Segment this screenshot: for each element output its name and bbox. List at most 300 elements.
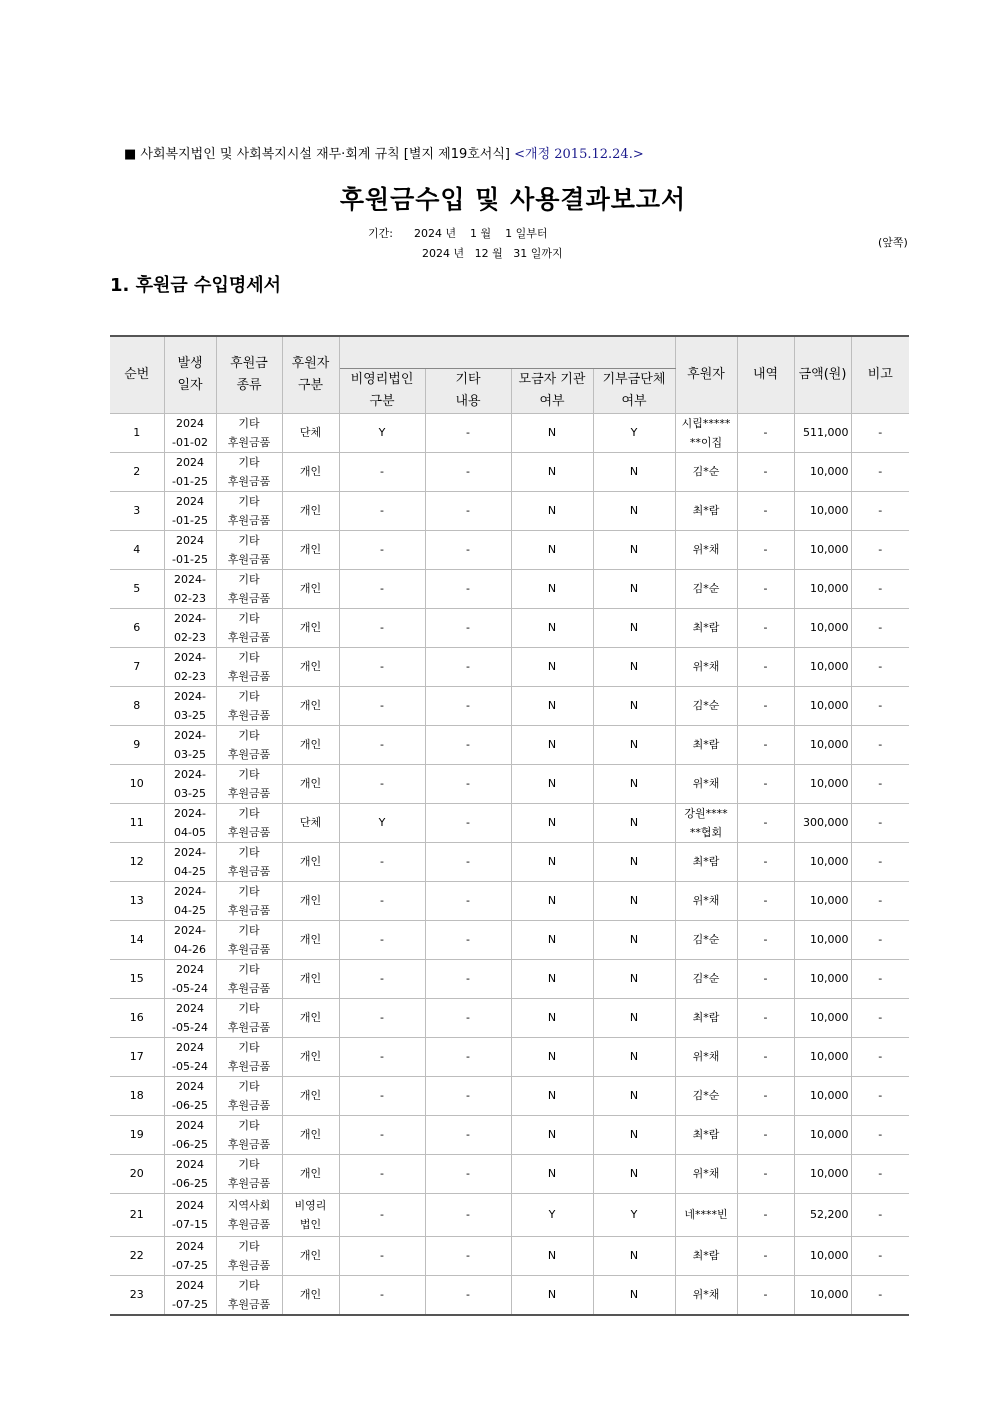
cell-amount: 10,000 [794, 1154, 851, 1193]
cell-other: - [425, 1193, 511, 1236]
cell-fundraiser: N [511, 569, 593, 608]
cell-nonprofit: - [339, 1037, 425, 1076]
cell-donor-class: 개인 [282, 530, 339, 569]
cell-amount: 10,000 [794, 686, 851, 725]
cell-donor: 네****빈 [675, 1193, 737, 1236]
cell-seq: 18 [110, 1076, 164, 1115]
cell-date: 2024 -01-02 [164, 413, 216, 452]
table-row [110, 725, 909, 764]
cell-donor-class: 개인 [282, 1037, 339, 1076]
table-header [110, 336, 909, 413]
cell-group: Y [593, 1193, 675, 1236]
col-seq: 순번 [110, 336, 164, 413]
cell-seq: 11 [110, 803, 164, 842]
cell-group: N [593, 530, 675, 569]
cell-other: - [425, 920, 511, 959]
cell-remark: - [851, 1154, 909, 1193]
cell-donor: 최*람 [675, 842, 737, 881]
cell-type: 기타 후원금품 [216, 530, 282, 569]
cell-detail: - [737, 686, 794, 725]
cell-seq: 4 [110, 530, 164, 569]
cell-nonprofit: - [339, 842, 425, 881]
cell-type: 기타 후원금품 [216, 1236, 282, 1275]
cell-fundraiser: N [511, 725, 593, 764]
cell-date: 2024 -06-25 [164, 1154, 216, 1193]
cell-nonprofit: - [339, 452, 425, 491]
cell-donor-class: 개인 [282, 452, 339, 491]
cell-other: - [425, 1236, 511, 1275]
cell-remark: - [851, 725, 909, 764]
cell-group: N [593, 452, 675, 491]
cell-date: 2024 -01-25 [164, 530, 216, 569]
cell-seq: 16 [110, 998, 164, 1037]
cell-type: 기타 후원금품 [216, 803, 282, 842]
cell-type: 기타 후원금품 [216, 1275, 282, 1315]
cell-fundraiser: N [511, 686, 593, 725]
cell-nonprofit: - [339, 491, 425, 530]
cell-amount: 10,000 [794, 1037, 851, 1076]
cell-date: 2024- 03-25 [164, 764, 216, 803]
cell-seq: 12 [110, 842, 164, 881]
cell-amount: 10,000 [794, 1236, 851, 1275]
cell-remark: - [851, 530, 909, 569]
table-row [110, 1154, 909, 1193]
cell-type: 지역사회 후원금품 [216, 1193, 282, 1236]
cell-donor-class: 개인 [282, 491, 339, 530]
col-remark: 비고 [851, 336, 909, 413]
cell-type: 기타 후원금품 [216, 725, 282, 764]
cell-detail: - [737, 998, 794, 1037]
col-nonprofit: 비영리법인 구분 [339, 368, 425, 413]
cell-remark: - [851, 1275, 909, 1315]
cell-amount: 10,000 [794, 725, 851, 764]
cell-donor: 위*채 [675, 1037, 737, 1076]
cell-amount: 10,000 [794, 491, 851, 530]
cell-amount: 10,000 [794, 881, 851, 920]
cell-date: 2024 -06-25 [164, 1115, 216, 1154]
cell-remark: - [851, 920, 909, 959]
cell-nonprofit: - [339, 1193, 425, 1236]
cell-seq: 9 [110, 725, 164, 764]
revision-note: <개정 2015.12.24.> [514, 147, 644, 162]
cell-detail: - [737, 608, 794, 647]
cell-remark: - [851, 998, 909, 1037]
cell-date: 2024- 04-05 [164, 803, 216, 842]
cell-donor: 강원**** **협회 [675, 803, 737, 842]
cell-group: N [593, 686, 675, 725]
cell-fundraiser: N [511, 959, 593, 998]
cell-donor: 위*채 [675, 881, 737, 920]
cell-seq: 7 [110, 647, 164, 686]
cell-other: - [425, 413, 511, 452]
table-row [110, 491, 909, 530]
cell-amount: 10,000 [794, 998, 851, 1037]
cell-other: - [425, 1037, 511, 1076]
cell-other: - [425, 530, 511, 569]
cell-remark: - [851, 1076, 909, 1115]
cell-fundraiser: N [511, 803, 593, 842]
table-row [110, 608, 909, 647]
cell-nonprofit: - [339, 1154, 425, 1193]
col-date: 발생 일자 [164, 336, 216, 413]
cell-remark: - [851, 647, 909, 686]
cell-seq: 10 [110, 764, 164, 803]
cell-seq: 1 [110, 413, 164, 452]
cell-remark: - [851, 608, 909, 647]
cell-seq: 14 [110, 920, 164, 959]
cell-type: 기타 후원금품 [216, 881, 282, 920]
cell-type: 기타 후원금품 [216, 491, 282, 530]
cell-nonprofit: - [339, 1115, 425, 1154]
cell-donor-class: 개인 [282, 1275, 339, 1315]
cell-group: N [593, 764, 675, 803]
cell-amount: 10,000 [794, 1115, 851, 1154]
cell-fundraiser: N [511, 1037, 593, 1076]
cell-donor-class: 개인 [282, 1154, 339, 1193]
cell-donor-class: 개인 [282, 764, 339, 803]
cell-nonprofit: Y [339, 803, 425, 842]
cell-group: N [593, 998, 675, 1037]
cell-fundraiser: N [511, 1115, 593, 1154]
cell-detail: - [737, 1275, 794, 1315]
cell-date: 2024 -07-25 [164, 1275, 216, 1315]
cell-other: - [425, 569, 511, 608]
cell-seq: 15 [110, 959, 164, 998]
form-reference [124, 143, 644, 162]
cell-fundraiser: N [511, 1154, 593, 1193]
cell-other: - [425, 686, 511, 725]
cell-other: - [425, 881, 511, 920]
cell-donor: 김*순 [675, 569, 737, 608]
cell-amount: 10,000 [794, 920, 851, 959]
cell-group: N [593, 725, 675, 764]
cell-amount: 10,000 [794, 647, 851, 686]
cell-nonprofit: - [339, 647, 425, 686]
cell-type: 기타 후원금품 [216, 842, 282, 881]
cell-seq: 5 [110, 569, 164, 608]
cell-other: - [425, 1115, 511, 1154]
cell-group: N [593, 1154, 675, 1193]
cell-donor-class: 개인 [282, 608, 339, 647]
cell-donor-class: 개인 [282, 881, 339, 920]
cell-detail: - [737, 530, 794, 569]
cell-type: 기타 후원금품 [216, 647, 282, 686]
cell-detail: - [737, 725, 794, 764]
cell-type: 기타 후원금품 [216, 1154, 282, 1193]
cell-amount: 10,000 [794, 452, 851, 491]
cell-detail: - [737, 1154, 794, 1193]
cell-group: N [593, 647, 675, 686]
cell-group: N [593, 1236, 675, 1275]
page-side-note: (앞쪽) [878, 236, 908, 249]
cell-date: 2024- 03-25 [164, 686, 216, 725]
table-row [110, 764, 909, 803]
cell-nonprofit: - [339, 920, 425, 959]
cell-other: - [425, 725, 511, 764]
cell-fundraiser: N [511, 647, 593, 686]
cell-group: N [593, 1037, 675, 1076]
period-to: 2024 년 12 월 31 일까지 [422, 247, 563, 260]
cell-donor-class: 비영리 법인 [282, 1193, 339, 1236]
cell-donor: 최*람 [675, 998, 737, 1037]
cell-date: 2024 -05-24 [164, 998, 216, 1037]
cell-detail: - [737, 1115, 794, 1154]
cell-donor: 위*채 [675, 1154, 737, 1193]
table-row [110, 452, 909, 491]
cell-fundraiser: N [511, 452, 593, 491]
cell-remark: - [851, 1193, 909, 1236]
table-body [110, 413, 909, 1315]
cell-seq: 8 [110, 686, 164, 725]
cell-group: N [593, 608, 675, 647]
cell-nonprofit: - [339, 998, 425, 1037]
col-other: 기타 내용 [425, 368, 511, 413]
table-row [110, 920, 909, 959]
cell-seq: 23 [110, 1275, 164, 1315]
table-row [110, 998, 909, 1037]
table-row [110, 647, 909, 686]
cell-detail: - [737, 1037, 794, 1076]
cell-other: - [425, 803, 511, 842]
col-group-spacer [339, 336, 675, 368]
cell-group: N [593, 881, 675, 920]
cell-amount: 10,000 [794, 959, 851, 998]
cell-other: - [425, 1275, 511, 1315]
reporting-period [368, 224, 563, 264]
cell-type: 기타 후원금품 [216, 1115, 282, 1154]
cell-donor-class: 개인 [282, 647, 339, 686]
cell-amount: 10,000 [794, 608, 851, 647]
cell-donor: 최*람 [675, 491, 737, 530]
cell-other: - [425, 452, 511, 491]
cell-remark: - [851, 452, 909, 491]
col-detail: 내역 [737, 336, 794, 413]
cell-seq: 6 [110, 608, 164, 647]
cell-group: N [593, 842, 675, 881]
cell-fundraiser: N [511, 608, 593, 647]
col-amount: 금액(원) [794, 336, 851, 413]
table-row [110, 1275, 909, 1315]
cell-donor-class: 개인 [282, 1236, 339, 1275]
cell-seq: 3 [110, 491, 164, 530]
cell-remark: - [851, 764, 909, 803]
cell-detail: - [737, 1193, 794, 1236]
table-row [110, 1076, 909, 1115]
cell-type: 기타 후원금품 [216, 959, 282, 998]
cell-donor: 위*채 [675, 647, 737, 686]
cell-donor-class: 개인 [282, 842, 339, 881]
cell-detail: - [737, 881, 794, 920]
cell-date: 2024 -06-25 [164, 1076, 216, 1115]
cell-donor-class: 개인 [282, 725, 339, 764]
section-title: 1. 후원금 수입명세서 [110, 275, 281, 296]
cell-type: 기타 후원금품 [216, 998, 282, 1037]
cell-detail: - [737, 647, 794, 686]
cell-donor: 김*순 [675, 452, 737, 491]
cell-fundraiser: N [511, 491, 593, 530]
table-row [110, 803, 909, 842]
cell-fundraiser: N [511, 842, 593, 881]
cell-fundraiser: N [511, 998, 593, 1037]
cell-detail: - [737, 803, 794, 842]
col-donor-class: 후원자 구분 [282, 336, 339, 413]
cell-other: - [425, 764, 511, 803]
cell-detail: - [737, 491, 794, 530]
form-label: ■ 사회복지법인 및 사회복지시설 재무·회계 규칙 [별지 제19호서식] [124, 147, 510, 162]
cell-remark: - [851, 1037, 909, 1076]
cell-nonprofit: - [339, 725, 425, 764]
cell-seq: 20 [110, 1154, 164, 1193]
cell-nonprofit: - [339, 608, 425, 647]
cell-fundraiser: N [511, 920, 593, 959]
cell-nonprofit: - [339, 530, 425, 569]
cell-nonprofit: - [339, 881, 425, 920]
cell-other: - [425, 491, 511, 530]
cell-donor-class: 개인 [282, 686, 339, 725]
cell-nonprofit: - [339, 1076, 425, 1115]
cell-date: 2024 -07-15 [164, 1193, 216, 1236]
cell-donor: 최*람 [675, 1236, 737, 1275]
table-row [110, 1115, 909, 1154]
cell-seq: 17 [110, 1037, 164, 1076]
cell-other: - [425, 1076, 511, 1115]
cell-type: 기타 후원금품 [216, 569, 282, 608]
cell-amount: 10,000 [794, 1275, 851, 1315]
table-row [110, 881, 909, 920]
cell-group: N [593, 959, 675, 998]
cell-amount: 10,000 [794, 842, 851, 881]
cell-donor: 김*순 [675, 920, 737, 959]
cell-nonprofit: - [339, 686, 425, 725]
cell-remark: - [851, 842, 909, 881]
cell-donor: 최*람 [675, 1115, 737, 1154]
cell-remark: - [851, 686, 909, 725]
cell-donor: 김*순 [675, 959, 737, 998]
cell-donor-class: 개인 [282, 1076, 339, 1115]
cell-donor-class: 개인 [282, 959, 339, 998]
cell-remark: - [851, 803, 909, 842]
cell-nonprofit: - [339, 1236, 425, 1275]
col-donor: 후원자 [675, 336, 737, 413]
cell-date: 2024- 02-23 [164, 608, 216, 647]
cell-type: 기타 후원금품 [216, 413, 282, 452]
col-type: 후원금 종류 [216, 336, 282, 413]
table-row [110, 1236, 909, 1275]
cell-date: 2024- 04-26 [164, 920, 216, 959]
period-from: 2024 년 1 월 1 일부터 [413, 227, 548, 240]
cell-seq: 13 [110, 881, 164, 920]
cell-detail: - [737, 1076, 794, 1115]
cell-seq: 22 [110, 1236, 164, 1275]
cell-other: - [425, 959, 511, 998]
cell-nonprofit: Y [339, 413, 425, 452]
cell-nonprofit: - [339, 569, 425, 608]
cell-type: 기타 후원금품 [216, 608, 282, 647]
cell-type: 기타 후원금품 [216, 686, 282, 725]
cell-date: 2024 -05-24 [164, 959, 216, 998]
cell-remark: - [851, 1236, 909, 1275]
cell-donor-class: 단체 [282, 413, 339, 452]
cell-donor: 최*람 [675, 608, 737, 647]
period-label: 기간: [368, 227, 393, 240]
cell-remark: - [851, 881, 909, 920]
cell-date: 2024 -05-24 [164, 1037, 216, 1076]
col-fundraiser: 모금자 기관 여부 [511, 368, 593, 413]
cell-other: - [425, 998, 511, 1037]
cell-type: 기타 후원금품 [216, 1076, 282, 1115]
cell-group: N [593, 1275, 675, 1315]
table-row [110, 530, 909, 569]
cell-type: 기타 후원금품 [216, 764, 282, 803]
cell-donor: 위*채 [675, 530, 737, 569]
cell-donor: 위*채 [675, 1275, 737, 1315]
cell-remark: - [851, 1115, 909, 1154]
cell-fundraiser: Y [511, 1193, 593, 1236]
cell-detail: - [737, 920, 794, 959]
cell-seq: 2 [110, 452, 164, 491]
table-row [110, 569, 909, 608]
cell-date: 2024- 04-25 [164, 842, 216, 881]
cell-amount: 10,000 [794, 1076, 851, 1115]
cell-date: 2024 -07-25 [164, 1236, 216, 1275]
cell-fundraiser: N [511, 1275, 593, 1315]
cell-donor: 최*람 [675, 725, 737, 764]
cell-detail: - [737, 842, 794, 881]
cell-group: Y [593, 413, 675, 452]
cell-detail: - [737, 959, 794, 998]
cell-fundraiser: N [511, 1076, 593, 1115]
cell-other: - [425, 608, 511, 647]
cell-amount: 52,200 [794, 1193, 851, 1236]
cell-group: N [593, 1076, 675, 1115]
cell-remark: - [851, 413, 909, 452]
cell-fundraiser: N [511, 413, 593, 452]
cell-other: - [425, 1154, 511, 1193]
cell-date: 2024- 04-25 [164, 881, 216, 920]
cell-remark: - [851, 491, 909, 530]
cell-group: N [593, 1115, 675, 1154]
cell-fundraiser: N [511, 881, 593, 920]
cell-detail: - [737, 1236, 794, 1275]
cell-donor: 김*순 [675, 1076, 737, 1115]
cell-donor-class: 개인 [282, 920, 339, 959]
cell-amount: 10,000 [794, 764, 851, 803]
cell-detail: - [737, 452, 794, 491]
table-row [110, 1037, 909, 1076]
cell-type: 기타 후원금품 [216, 920, 282, 959]
cell-donor: 시립***** **이집 [675, 413, 737, 452]
table-row [110, 686, 909, 725]
cell-donor: 위*채 [675, 764, 737, 803]
cell-seq: 21 [110, 1193, 164, 1236]
cell-group: N [593, 803, 675, 842]
cell-date: 2024 -01-25 [164, 491, 216, 530]
cell-detail: - [737, 569, 794, 608]
cell-date: 2024- 03-25 [164, 725, 216, 764]
cell-date: 2024- 02-23 [164, 569, 216, 608]
cell-other: - [425, 647, 511, 686]
cell-donor: 김*순 [675, 686, 737, 725]
cell-date: 2024 -01-25 [164, 452, 216, 491]
cell-remark: - [851, 569, 909, 608]
cell-fundraiser: N [511, 764, 593, 803]
cell-seq: 19 [110, 1115, 164, 1154]
cell-group: N [593, 491, 675, 530]
cell-group: N [593, 920, 675, 959]
cell-fundraiser: N [511, 1236, 593, 1275]
cell-donor-class: 개인 [282, 998, 339, 1037]
cell-amount: 10,000 [794, 569, 851, 608]
